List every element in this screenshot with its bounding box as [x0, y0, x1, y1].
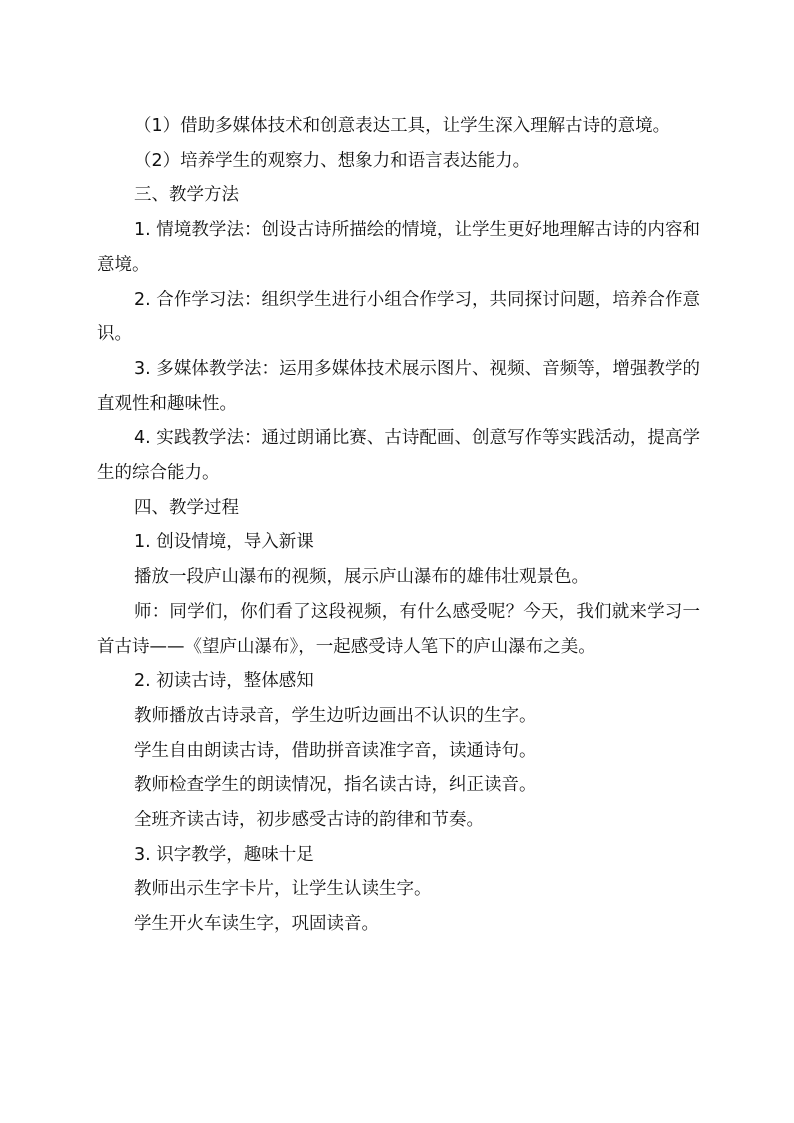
paragraph-method-4: 4. 实践教学法：通过朗诵比赛、古诗配画、创意写作等实践活动，提高学生的综合能力。	[97, 428, 700, 484]
paragraph-goal-2: （2）培养学生的观察力、想象力和语言表达能力。	[134, 150, 531, 171]
paragraph-step-3-a: 教师出示生字卡片，让学生认读生字。	[134, 879, 432, 900]
paragraph-step-2-b: 学生自由朗读古诗，借助拼音读准字音，读通诗句。	[134, 740, 537, 761]
document-body	[97, 109, 700, 942]
subheading-step-3: 3. 识字教学，趣味十足	[134, 844, 314, 865]
subheading-step-2: 2. 初读古诗，整体感知	[134, 671, 314, 692]
paragraph-step-3-b: 学生开火车读生字，巩固读音。	[134, 914, 379, 935]
paragraph-method-3: 3. 多媒体教学法：运用多媒体技术展示图片、视频、音频等，增强教学的直观性和趣味性。	[97, 358, 700, 414]
section-heading-process: 四、教学过程	[134, 497, 239, 518]
paragraph-method-1: 1. 情境教学法：创设古诗所描绘的情境，让学生更好地理解古诗的内容和意境。	[97, 220, 700, 275]
paragraph-goal-1: （1）借助多媒体技术和创意表达工具，让学生深入理解古诗的意境。	[134, 116, 671, 136]
paragraph-step-2-a: 教师播放古诗录音，学生边听边画出不认识的生字。	[134, 705, 537, 726]
section-heading-methods: 三、教学方法	[134, 185, 239, 206]
paragraph-step-1-teacher: 师：同学们，你们看了这段视频，有什么感受呢？今天，我们就来学习一首古诗——《望庐山瀑布》，一起感受诗人笔下的庐山瀑布之美。	[97, 601, 700, 657]
paragraph-step-2-c: 教师检查学生的朗读情况，指名读古诗，纠正读音。	[134, 775, 537, 796]
paragraph-method-2: 2. 合作学习法：组织学生进行小组合作学习，共同探讨问题，培养合作意识。	[97, 289, 700, 345]
paragraph-step-2-d: 全班齐读古诗，初步感受古诗的韵律和节奏。	[134, 810, 484, 831]
paragraph-step-1-video: 播放一段庐山瀑布的视频，展示庐山瀑布的雄伟壮观景色。	[134, 567, 589, 588]
subheading-step-1: 1. 创设情境，导入新课	[134, 532, 314, 553]
